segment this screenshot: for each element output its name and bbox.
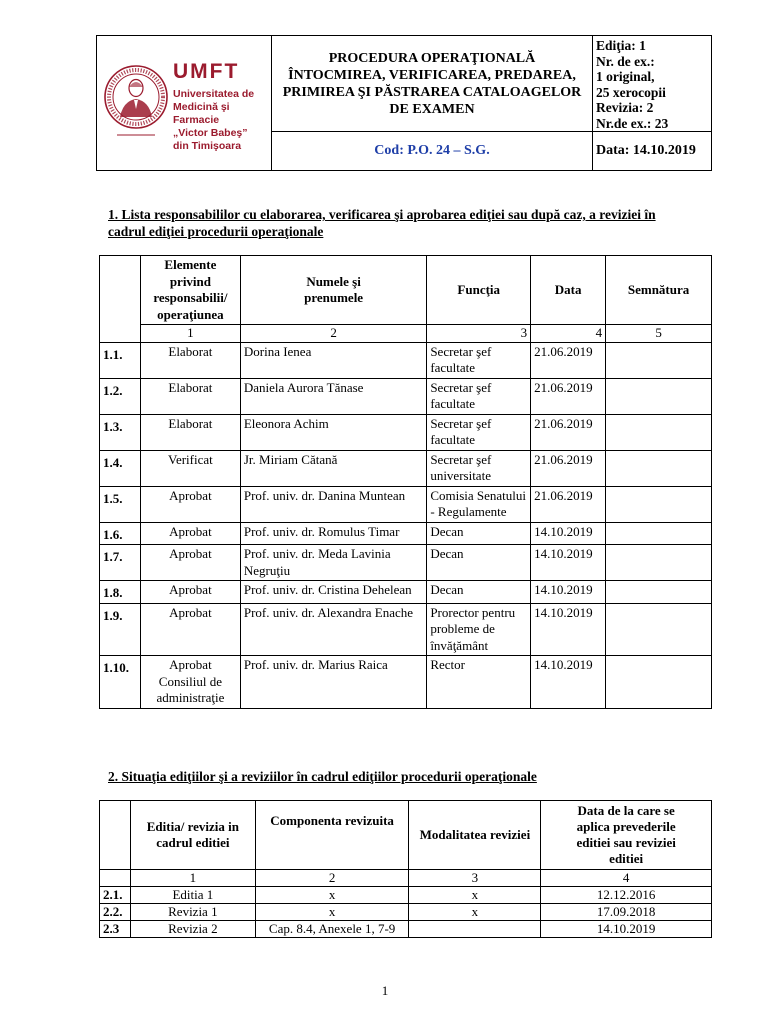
- apply-date-cell: 14.10.2019: [541, 921, 712, 938]
- name-cell: Eleonora Achim: [240, 414, 426, 450]
- table-row: [100, 378, 712, 414]
- university-name: Universitatea de Medicină şi Farmacie „Victor Babeş” din Timişoara: [173, 88, 255, 152]
- editions-table: [99, 800, 712, 938]
- procedure-title: PROCEDURA OPERAŢIONALĂ ÎNTOCMIREA, VERIFICAREA, PREDAREA, PRIMIREA ŞI PĂSTRAREA CATALOAGELOR DE EXAMEN: [272, 36, 593, 132]
- name-cell: Prof. univ. dr. Alexandra Enache: [240, 603, 426, 656]
- header-operation: Elemente privind responsabilii/ operaţiunea: [140, 256, 240, 325]
- row-number: 1.4.: [100, 450, 141, 486]
- apply-date-cell: 12.12.2016: [541, 887, 712, 904]
- operation-cell: Verificat: [140, 450, 240, 486]
- umft-acronym: UMFT: [173, 60, 240, 83]
- function-cell: Decan: [427, 522, 531, 545]
- operation-cell: Elaborat: [140, 378, 240, 414]
- row-number: 1.5.: [100, 486, 141, 522]
- edition-cell: Revizia 1: [130, 904, 255, 921]
- table-row: [100, 450, 712, 486]
- table-row: [100, 581, 712, 604]
- table-row: [100, 342, 712, 378]
- name-cell: Prof. univ. dr. Danina Muntean: [240, 486, 426, 522]
- signature-cell: [606, 342, 712, 378]
- modality-cell: x: [409, 887, 541, 904]
- header-function: Funcţia: [427, 256, 531, 325]
- operation-cell: Aprobat: [140, 603, 240, 656]
- signature-cell: [606, 603, 712, 656]
- function-cell: Rector: [427, 656, 531, 709]
- function-cell: Secretar şef facultate: [427, 342, 531, 378]
- function-cell: Secretar şef facultate: [427, 378, 531, 414]
- operation-cell: Aprobat: [140, 486, 240, 522]
- component-cell: x: [255, 887, 409, 904]
- date-cell: 14.10.2019: [531, 656, 606, 709]
- row-number: 1.6.: [100, 522, 141, 545]
- column-number-row: 1 2 3 4: [100, 870, 712, 887]
- procedure-code: Cod: P.O. 24 – S.G.: [272, 132, 593, 171]
- function-cell: Secretar şef universitate: [427, 450, 531, 486]
- header-num-cell: [100, 256, 141, 343]
- signature-cell: [606, 486, 712, 522]
- row-number: 1.9.: [100, 603, 141, 656]
- function-cell: Secretar şef facultate: [427, 414, 531, 450]
- edition-info: Ediţia: 1 Nr. de ex.: 1 original, 25 xerocopii Revizia: 2 Nr.de ex.: 23: [593, 36, 712, 132]
- section1-title: 1. Lista responsabililor cu elaborarea, verificarea şi aprobarea ediţiei sau după caz, a reviziei în cadrul ediţiei procedurii operaţionale: [108, 207, 656, 239]
- page-number: 1: [381, 983, 389, 998]
- date-cell: 21.06.2019: [531, 450, 606, 486]
- table-header-row: [100, 256, 712, 325]
- university-seal-icon: [103, 57, 169, 143]
- table-row: [100, 545, 712, 581]
- edition-cell: Revizia 2: [130, 921, 255, 938]
- component-cell: x: [255, 904, 409, 921]
- table-row: [100, 486, 712, 522]
- signature-cell: [606, 581, 712, 604]
- date-cell: 21.06.2019: [531, 378, 606, 414]
- row-number: 2.3: [100, 921, 131, 938]
- table-row: [100, 656, 712, 709]
- name-cell: Prof. univ. dr. Marius Raica: [240, 656, 426, 709]
- date-cell: 14.10.2019: [531, 545, 606, 581]
- row-number: 1.8.: [100, 581, 141, 604]
- header-edition: Editia/ revizia in cadrul editiei: [130, 801, 255, 870]
- operation-cell: Aprobat: [140, 522, 240, 545]
- row-number: 1.1.: [100, 342, 141, 378]
- table-row: [100, 603, 712, 656]
- responsibles-table: [99, 255, 712, 709]
- row-number: 1.3.: [100, 414, 141, 450]
- table-row: [100, 887, 712, 904]
- operation-cell: Elaborat: [140, 414, 240, 450]
- date-cell: 21.06.2019: [531, 414, 606, 450]
- modality-cell: [409, 921, 541, 938]
- signature-cell: [606, 656, 712, 709]
- signature-cell: [606, 450, 712, 486]
- header-name: Numele şi prenumele: [240, 256, 426, 325]
- function-cell: Comisia Senatului - Regulamente: [427, 486, 531, 522]
- header-apply-date: Data de la care se aplica prevederile editiei sau reviziei editiei: [541, 801, 712, 870]
- row-number: 1.7.: [100, 545, 141, 581]
- table-row: [100, 904, 712, 921]
- function-cell: Prorector pentru probleme de învăţământ: [427, 603, 531, 656]
- modality-cell: x: [409, 904, 541, 921]
- row-number: 2.1.: [100, 887, 131, 904]
- header-modality: Modalitatea reviziei: [409, 801, 541, 870]
- name-cell: Prof. univ. dr. Romulus Timar: [240, 522, 426, 545]
- signature-cell: [606, 414, 712, 450]
- header-signature: Semnătura: [606, 256, 712, 325]
- component-cell: Cap. 8.4, Anexele 1, 7-9: [255, 921, 409, 938]
- row-number: 2.2.: [100, 904, 131, 921]
- table-row: [100, 522, 712, 545]
- date-cell: 21.06.2019: [531, 342, 606, 378]
- table-row: [100, 921, 712, 938]
- name-cell: Daniela Aurora Tănase: [240, 378, 426, 414]
- operation-cell: Aprobat: [140, 545, 240, 581]
- date-cell: 21.06.2019: [531, 486, 606, 522]
- column-number-row: 1 2 3 4 5: [100, 325, 712, 343]
- name-cell: Jr. Miriam Cătană: [240, 450, 426, 486]
- logo-cell: [97, 36, 272, 171]
- header-date: Data: [531, 256, 606, 325]
- row-number: 1.10.: [100, 656, 141, 709]
- edition-cell: Editia 1: [130, 887, 255, 904]
- signature-cell: [606, 378, 712, 414]
- header-table: [96, 35, 712, 171]
- table-row: [100, 414, 712, 450]
- operation-cell: Aprobat: [140, 581, 240, 604]
- section2-title: 2. Situaţia ediţiilor şi a reviziilor în cadrul ediţiilor procedurii operaţionale: [108, 769, 537, 784]
- procedure-date: Data: 14.10.2019: [593, 132, 712, 171]
- operation-cell: Elaborat: [140, 342, 240, 378]
- function-cell: Decan: [427, 545, 531, 581]
- name-cell: Prof. univ. dr. Meda Lavinia Negruţiu: [240, 545, 426, 581]
- date-cell: 14.10.2019: [531, 581, 606, 604]
- name-cell: Prof. univ. dr. Cristina Dehelean: [240, 581, 426, 604]
- name-cell: Dorina Ienea: [240, 342, 426, 378]
- table-header-row: [100, 801, 712, 870]
- date-cell: 14.10.2019: [531, 603, 606, 656]
- university-logo: [97, 40, 271, 166]
- operation-cell: Aprobat Consiliul de administraţie: [140, 656, 240, 709]
- header-component: Componenta revizuita: [255, 801, 409, 870]
- signature-cell: [606, 545, 712, 581]
- header-num-cell: [100, 801, 131, 870]
- signature-cell: [606, 522, 712, 545]
- date-cell: 14.10.2019: [531, 522, 606, 545]
- apply-date-cell: 17.09.2018: [541, 904, 712, 921]
- function-cell: Decan: [427, 581, 531, 604]
- row-number: 1.2.: [100, 378, 141, 414]
